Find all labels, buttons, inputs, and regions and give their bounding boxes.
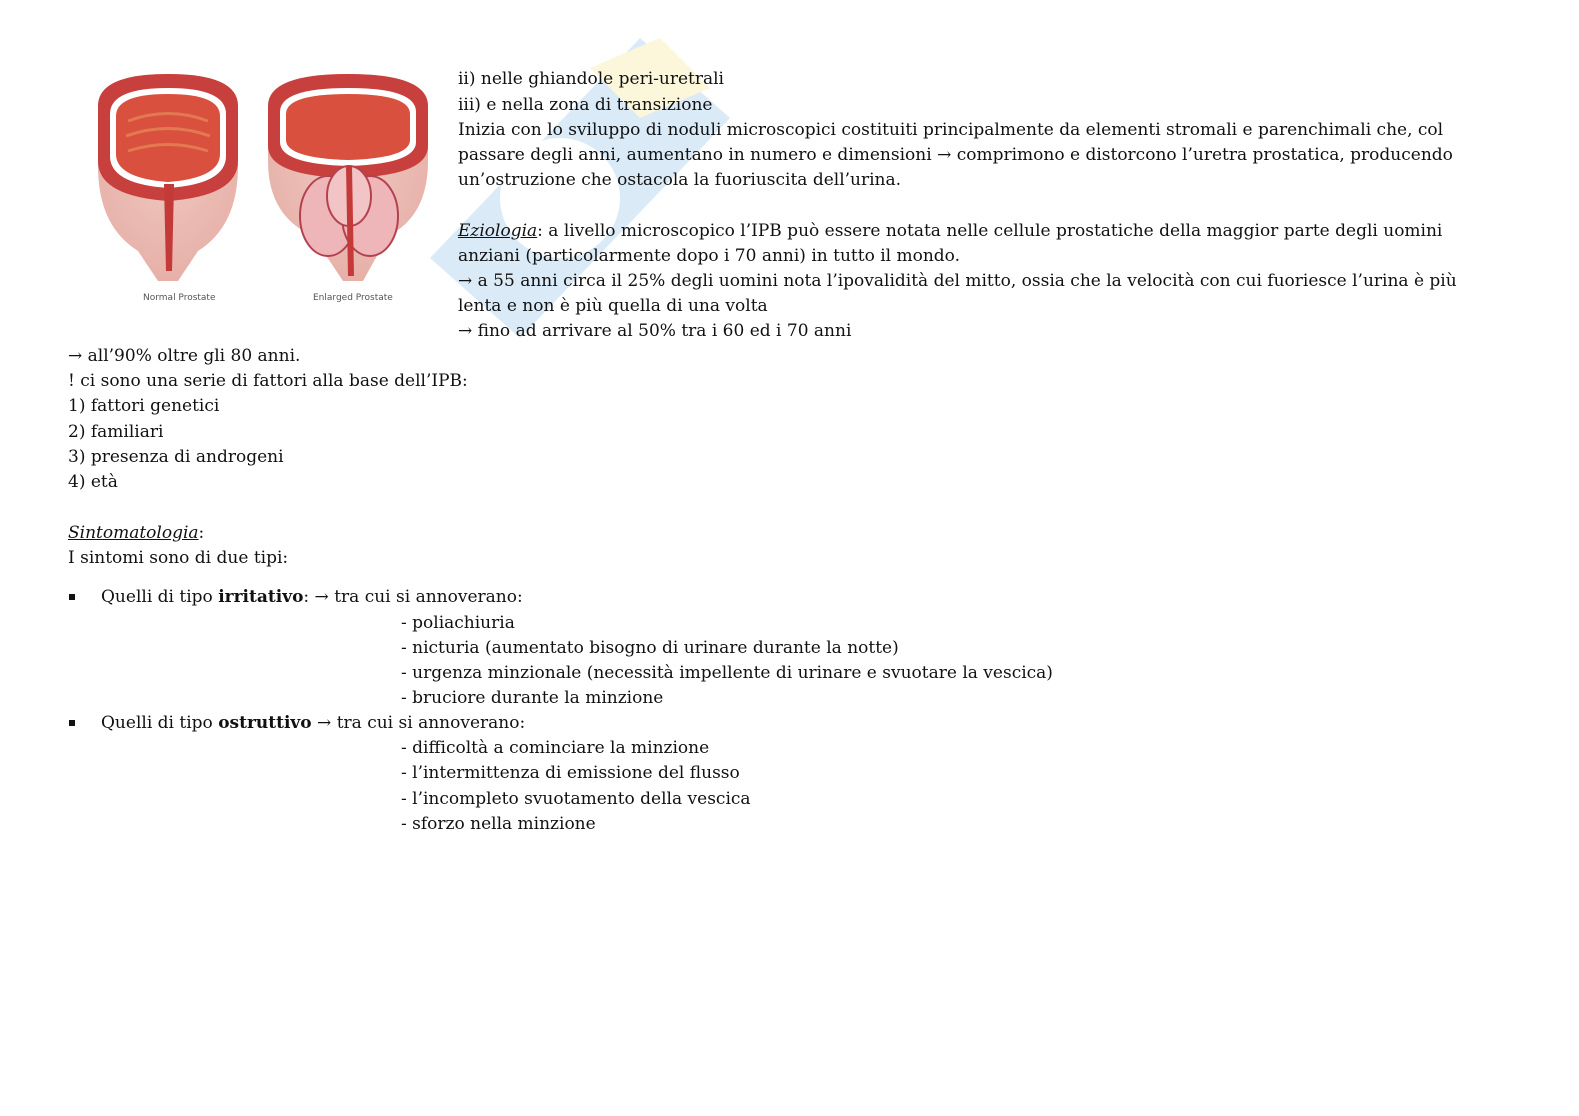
text-line: ii) nelle ghiandole peri-uretrali <box>458 69 724 89</box>
factor-item: 2) familiari <box>68 422 164 442</box>
text-line: → all’90% oltre gli 80 anni. <box>68 346 301 366</box>
colon-text: : <box>198 523 205 543</box>
text-line: I sintomi sono di due tipi: <box>68 548 289 568</box>
text-line: → a 55 anni circa il 25% degli uomini nota l’ipovalidità del mitto, ossia che la velocità con cui fuoriesce l’urina è più <box>458 271 1457 291</box>
symptom-type-label: irritativo <box>218 587 304 607</box>
text-line: ! ci sono una serie di fattori alla base dell’IPB: <box>68 371 468 391</box>
sintomatologia-heading: Sintomatologia <box>68 523 199 543</box>
text-line: anziani (particolarmente dopo i 70 anni) in tutto il mondo. <box>458 246 961 266</box>
caption-enlarged-prostate: Enlarged Prostate <box>313 293 393 303</box>
list-text: → tra cui si annoverano: <box>311 713 526 733</box>
symptom-item: - poliachiuria <box>401 613 515 633</box>
symptom-item: - l’intermittenza di emissione del flusso <box>401 763 740 783</box>
eziologia-paragraph <box>458 219 1442 243</box>
symptom-type-ostruttivo <box>101 711 525 735</box>
eziologia-text: : a livello microscopico l’IPB può essere notata nelle cellule prostatiche della maggior parte degli uomini <box>537 221 1443 241</box>
text-line: Inizia con lo sviluppo di noduli microscopici costituiti principalmente da elementi stromali e parenchimali che, col <box>458 120 1444 140</box>
list-text: : → tra cui si annoverano: <box>303 587 523 607</box>
symptom-type-irritativo <box>101 585 523 609</box>
text-line: lenta e non è più quella di una volta <box>458 296 768 316</box>
eziologia-heading: Eziologia <box>458 221 538 241</box>
normal-prostate-drawing <box>98 74 238 281</box>
text-line: → fino ad arrivare al 50% tra i 60 ed i 70 anni <box>458 321 852 341</box>
symptom-item: - l’incompleto svuotamento della vescica <box>401 789 751 809</box>
bullet-icon <box>69 720 75 726</box>
enlarged-prostate-drawing <box>268 74 428 281</box>
list-text: Quelli di tipo <box>101 713 219 733</box>
symptom-item: - nicturia (aumentato bisogno di urinare durante la notte) <box>401 638 899 658</box>
symptom-item: - bruciore durante la minzione <box>401 688 664 708</box>
factor-item: 4) età <box>68 472 118 492</box>
symptom-item: - sforzo nella minzione <box>401 814 596 834</box>
text-line: un’ostruzione che ostacola la fuoriuscita dell’urina. <box>458 170 902 190</box>
bullet-icon <box>69 594 75 600</box>
caption-normal-prostate: Normal Prostate <box>143 293 216 303</box>
factor-item: 3) presenza di androgeni <box>68 447 284 467</box>
list-text: Quelli di tipo <box>101 587 219 607</box>
prostate-illustration <box>88 66 438 312</box>
sintomatologia-paragraph <box>68 521 204 545</box>
symptom-item: - difficoltà a cominciare la minzione <box>401 738 710 758</box>
symptom-item: - urgenza minzionale (necessità impellente di urinare e svuotare la vescica) <box>401 663 1053 683</box>
text-line: iii) e nella zona di transizione <box>458 95 713 115</box>
text-line: passare degli anni, aumentano in numero e dimensioni → comprimono e distorcono l’uretra prostatica, producendo <box>458 145 1453 165</box>
factor-item: 1) fattori genetici <box>68 396 220 416</box>
symptom-type-label: ostruttivo <box>218 713 312 733</box>
